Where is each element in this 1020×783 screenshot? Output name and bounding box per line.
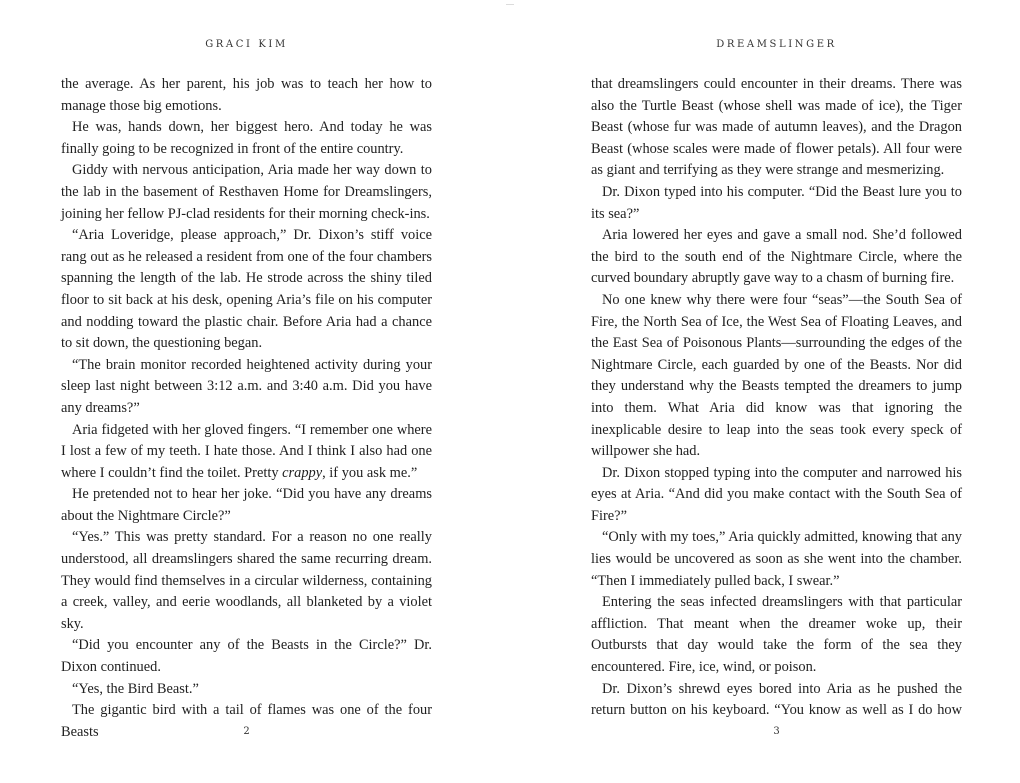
paragraph: “Only with my toes,” Aria quickly admitted, knowing that any lies would be uncovered as soon as she went into the chamber. “Then I immediately pulled back, I swear.” [591, 529, 962, 589]
paragraph: that dreamslingers could encounter in their dreams. There was also the Turtle Beast (whose shell was made of ice), the Tiger Beast (whose fur was made of autumn leaves), and the Dragon Beast (whose scales were made of flower petals). All four were as giant and terrifying as they were strange and mesmerizing. [591, 76, 962, 179]
paragraph: He pretended not to hear her joke. “Did you have any dreams about the Nightmare Circle?” [61, 486, 432, 524]
right-page-text [591, 74, 962, 722]
gutter-mark [506, 0, 514, 5]
paragraph: Dr. Dixon’s shrewd eyes bored into Aria as he pushed the return button on his keyboard. “You know as well as I do how [591, 680, 962, 719]
paragraph: Giddy with nervous anticipation, Aria made her way down to the lab in the basement of Resthaven Home for Dreamslingers, joining her fellow PJ-clad residents for their morning check-ins. [61, 162, 432, 222]
paragraph: “The brain monitor recorded heightened activity during your sleep last night between 3:12 a.m. and 3:40 a.m. Did you have any dreams?” [61, 356, 432, 416]
paragraph: Aria fidgeted with her gloved fingers. “I remember one where I lost a few of my teeth. I hate those. And I think I also had one where I couldn’t find the toilet. Pretty crappy, if you ask me.” [61, 421, 432, 481]
right-page [591, 0, 962, 783]
paragraph: “Aria Loveridge, please approach,” Dr. Dixon’s stiff voice rang out as he released a resident from one of the four chambers spanning the length of the lab. He strode across the shiny tiled floor to sit back at his desk, opening Aria’s file on his computer and nodding toward the plastic chair. Before Aria had a chance to sit down, the questioning began. [61, 227, 432, 352]
page-number: 2 [243, 726, 250, 737]
left-page-text [61, 74, 432, 743]
paragraph: No one knew why there were four “seas”—the South Sea of Fire, the North Sea of Ice, the West Sea of Floating Leaves, and the East Sea of Poisonous Plants—surrounding the edges of the Nightmare Circle, each guarded by one of the Beasts. Nor did they understand why the Beasts tempted the dreamers to jump into them. What Aria did know was that ignoring the inexplicable desire to leap into the seas took every speck of willpower she had. [591, 291, 962, 460]
page-number: 3 [773, 726, 780, 737]
paragraph: Entering the seas infected dreamslingers with that particular affliction. That meant when the dreamer woke up, their Outbursts that day would take the form of the sea they encountered. Fire, ice, wind, or poison. [591, 594, 962, 676]
paragraph: Dr. Dixon stopped typing into the computer and narrowed his eyes at Aria. “And did you make contact with the South Sea of Fire?” [591, 464, 962, 524]
paragraph: “Yes, the Bird Beast.” [72, 680, 199, 697]
paragraph: The gigantic bird with a tail of flames was one of the four Beasts [61, 702, 432, 740]
paragraph: “Did you encounter any of the Beasts in the Circle?” Dr. Dixon continued. [61, 637, 432, 676]
paragraph: Dr. Dixon typed into his computer. “Did the Beast lure you to its sea?” [591, 183, 962, 222]
paragraph: the average. As her parent, his job was to teach her how to manage those big emotions. [61, 76, 432, 114]
paragraph: “Yes.” This was pretty standard. For a reason no one really understood, all dreamslingers shared the same recurring dream. They would find themselves in a circular wilderness, containing a creek, valley, and eerie woodlands, all blanketed by a violet sky. [61, 529, 432, 632]
running-head-title: DREAMSLINGER [716, 39, 837, 50]
running-head-author: GRACI KIM [205, 39, 288, 50]
paragraph: Aria lowered her eyes and gave a small nod. She’d followed the bird to the south end of the Nightmare Circle, where the curved boundary abruptly gave way to a chasm of burning fire. [591, 227, 962, 287]
left-page [61, 0, 432, 783]
paragraph: He was, hands down, her biggest hero. And today he was finally going to be recognized in front of the entire country. [61, 119, 432, 157]
